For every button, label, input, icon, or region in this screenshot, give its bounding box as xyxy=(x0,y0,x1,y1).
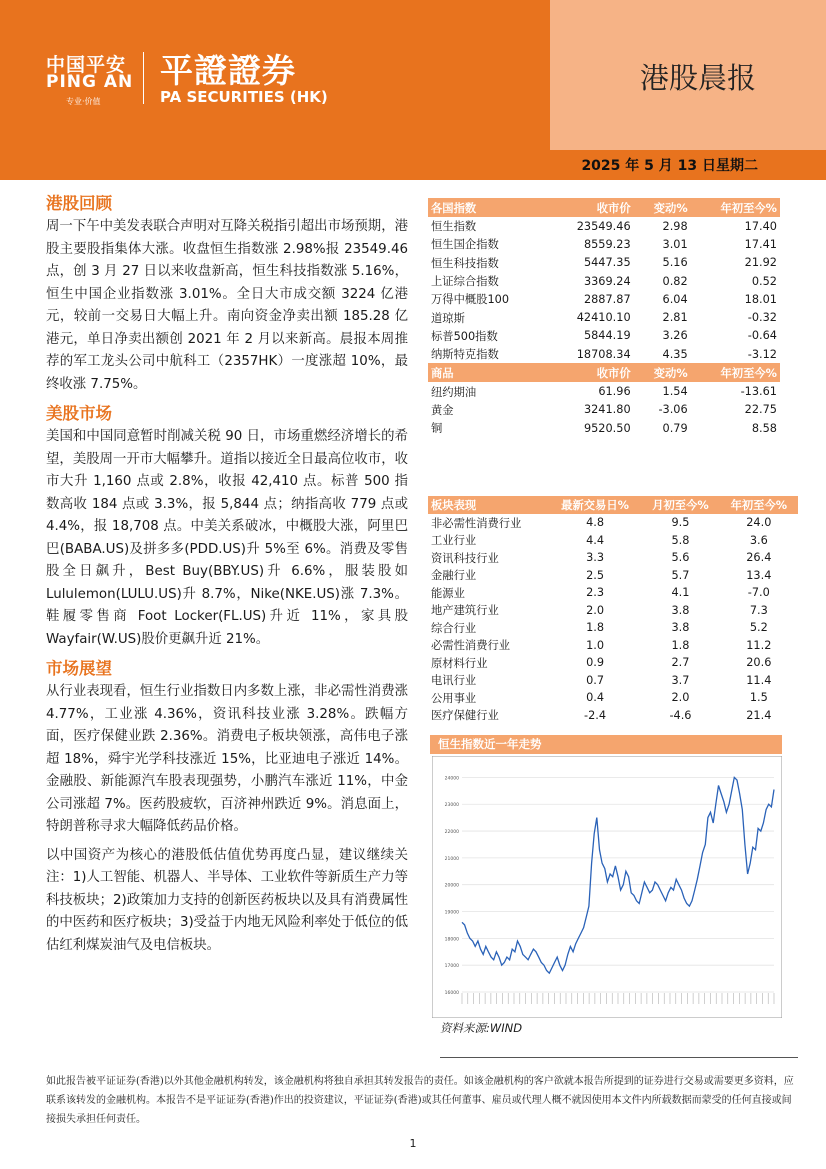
table-cell: -2.4 xyxy=(584,708,607,722)
table-cell: 0.9 xyxy=(586,656,605,670)
sector-row xyxy=(428,602,798,620)
table-cell: 24.0 xyxy=(746,516,772,530)
table-cell: 17.40 xyxy=(744,219,777,233)
pingan-logo-cn: 中国平安 xyxy=(46,54,127,76)
table-cell: 5447.35 xyxy=(583,256,631,270)
table-cell: 1.8 xyxy=(671,638,690,652)
table-cell: 42410.10 xyxy=(576,311,631,325)
table-cell: 5.7 xyxy=(671,568,690,582)
table-cell: 金融行业 xyxy=(431,569,477,583)
outlook-paragraph-1: 从行业表现看，恒生行业指数日内多数上涨，非必需性消费涨 4.77%，工业涨 4.36%，资讯科技业涨 3.28%。跌幅方面，医疗保健业跌 2.36%。消费电子板块领涨，高伟电子涨超 18%，舜宇光学科技涨近 15%，比亚迪电子涨近 14%。金融股、新能源汽车股表现强势，小鹏汽车涨近 11%，中金公司涨超 7%。医药股疲软，百济神州跌近 9%。消息面上，特朗普称寻求大幅降低药品价格。 xyxy=(46,684,408,834)
table-cell: 21.92 xyxy=(744,256,777,270)
index-row xyxy=(428,290,780,308)
brand-name-en: PA SECURITIES (HK) xyxy=(160,88,328,106)
table-cell: 2.98 xyxy=(662,219,688,233)
table-cell: 2887.87 xyxy=(583,292,631,306)
table-header-cell: 月初至今% xyxy=(641,496,719,514)
table-cell: 3.26 xyxy=(662,329,688,343)
page-number: 1 xyxy=(409,1137,417,1150)
table-cell: 2.0 xyxy=(586,603,605,617)
table-cell: 9.5 xyxy=(671,516,690,530)
sector-row xyxy=(428,567,798,585)
footer-rule xyxy=(440,1057,798,1058)
table-cell: 标普500指数 xyxy=(431,329,498,343)
table-cell: 1.54 xyxy=(662,385,688,399)
table-cell: 2.3 xyxy=(586,586,605,600)
chart-y-tick-label: 19000 xyxy=(444,910,459,916)
table-cell: 5844.19 xyxy=(583,329,631,343)
table-cell: 7.3 xyxy=(749,603,768,617)
table-cell: 3.01 xyxy=(662,237,688,251)
sector-row xyxy=(428,654,798,672)
table-cell: 铜 xyxy=(431,422,443,436)
table-cell: 26.4 xyxy=(746,551,772,565)
chart-y-tick-label: 23000 xyxy=(444,803,459,809)
table-cell: 公用事业 xyxy=(431,691,477,705)
table-cell: 必需性消费行业 xyxy=(431,639,511,653)
table-cell: 1.8 xyxy=(586,621,605,635)
hsi-chart-svg xyxy=(432,756,782,1018)
logo-divider xyxy=(143,52,144,104)
table-cell: -0.32 xyxy=(747,311,777,325)
table-cell: 医疗保健行业 xyxy=(431,709,499,723)
table-cell: 5.6 xyxy=(671,551,690,565)
table-cell: 2.81 xyxy=(662,311,688,325)
table-cell: 18.01 xyxy=(744,292,777,306)
table-cell: 上证综合指数 xyxy=(431,275,499,289)
table-header-cell: 年初至今% xyxy=(691,198,780,217)
table-cell: 道琼斯 xyxy=(431,311,465,325)
sector-table xyxy=(428,496,798,724)
outlook-paragraph-2: 以中国资产为核心的港股低估值优势再度凸显，建议继续关注：1)人工智能、机器人、半导体、工业软件等新质生产力等科技板块；2)政策加力支持的创新医药板块以及具有消费属性的中医药和医疗板块；3)受益于内地无风险利率处于低位的低估红利煤炭油气及电信板块。 xyxy=(46,847,408,953)
sector-row xyxy=(428,619,798,637)
table-cell: 17.41 xyxy=(744,237,777,251)
chart-y-tick-label: 24000 xyxy=(444,776,459,782)
commodities-header-row xyxy=(428,363,780,382)
table-header-cell: 最新交易日% xyxy=(549,496,642,514)
table-cell: 2.5 xyxy=(586,568,605,582)
disclaimer-text: 如此报告被平证证券(香港)以外其他金融机构转发，该金融机构将独自承担其转发报告的责任。如该金融机构的客户欲就本报告所提到的证券进行交易或需要更多资料，应联系该转发的金融机构。本报告不是平证证券(香港)作出的投资建议，平证证券(香港)或其任何董事、雇员或代理人概不就因使用本文件内所载数据而蒙受的任何直接或间接损失承担任何责任。 xyxy=(46,1076,794,1125)
commodity-row xyxy=(428,401,780,419)
table-cell: 能源业 xyxy=(431,586,465,600)
chart-y-tick-label: 20000 xyxy=(444,883,459,889)
table-cell: -0.64 xyxy=(747,329,777,343)
table-header-cell: 收市价 xyxy=(548,198,634,217)
us-market-paragraph: 美国和中国同意暂时削减关税 90 日，市场重燃经济增长的希望，美股周一开市大幅攀升。道指以接近全日最高位收市，收市大升 1,160 点或 2.8%，收报 42,410 点。标普 500 指数高收 184 点或 3.3%，报 5,844 点；纳指高收 779 点或 4.4%，报 18,708 点。中美关系破冰，中概股大涨，阿里巴巴(BABA.US)及拼多多(PDD.US)升 5%至 6%。消费及零售股全日飙升，Best Buy(BBY.US)升 6.6%，服装股如 Lululemon(LULU.US)升 8.7%，Nike(NKE.US)涨 7.3%。鞋履零售商 Foot Locker(FL.US)升近 11%，家具股 Wayfair(W.US)股价更飙升近 21%。 xyxy=(46,429,408,647)
table-cell: 20.6 xyxy=(746,656,772,670)
sector-row xyxy=(428,637,798,655)
table-cell: 61.96 xyxy=(598,385,631,399)
table-cell: 8.58 xyxy=(751,421,777,435)
index-row xyxy=(428,308,780,326)
sector-row xyxy=(428,707,798,725)
index-row xyxy=(428,327,780,345)
table-cell: 0.7 xyxy=(586,673,605,687)
commodity-row xyxy=(428,382,780,400)
table-cell: -4.6 xyxy=(669,708,692,722)
hsi-chart xyxy=(432,756,782,1018)
table-cell: 4.4 xyxy=(586,533,605,547)
table-cell: 1.5 xyxy=(749,691,768,705)
indices-table xyxy=(428,198,780,437)
table-cell: 13.4 xyxy=(746,568,772,582)
table-cell: 11.4 xyxy=(746,673,772,687)
table-header-cell: 各国指数 xyxy=(428,198,548,217)
table-cell: 4.35 xyxy=(662,347,688,361)
table-cell: 2.0 xyxy=(671,691,690,705)
table-cell: 5.8 xyxy=(671,533,690,547)
table-cell: 3.8 xyxy=(671,603,690,617)
table-header-cell: 商品 xyxy=(428,363,548,382)
hk-review-paragraph: 周一下午中美发表联合声明对互降关税指引超出市场预期，港股主要股指集体大涨。收盘恒生指数涨 2.98%报 23549.46 点，创 3 月 27 日以来收盘新高，恒生科技指数涨 5.16%，恒生中国企业指数涨 3.01%。全日大市成交额 3224 亿港元，较前一交易日大幅上升。南向资金净卖出额 185.28 亿港元，单日净卖出额创 2021 年 2 月以来新高。晨报本周推荐的军工龙头公司中航科工（2357HK）一度涨超 10%，最终收涨 7.75%。 xyxy=(46,219,408,392)
table-header-cell: 变动% xyxy=(634,363,691,382)
table-cell: 3369.24 xyxy=(583,274,631,288)
table-cell: 3.6 xyxy=(749,533,768,547)
table-cell: -13.61 xyxy=(740,385,777,399)
table-header-cell: 板块表现 xyxy=(428,496,549,514)
index-row xyxy=(428,217,780,235)
table-cell: 11.2 xyxy=(746,638,772,652)
table-cell: 3.8 xyxy=(671,621,690,635)
table-cell: -3.12 xyxy=(747,347,777,361)
section-title-outlook: 市场展望 xyxy=(46,659,112,678)
table-cell: 地产建筑行业 xyxy=(431,604,499,618)
table-cell: 6.04 xyxy=(662,292,688,306)
table-cell: 万得中概股100 xyxy=(431,293,510,307)
chart-y-tick-label: 16000 xyxy=(444,991,459,996)
table-cell: 9520.50 xyxy=(583,421,631,435)
table-cell: 22.75 xyxy=(744,403,777,417)
report-title: 港股晨报 xyxy=(639,61,756,95)
table-cell: 恒生指数 xyxy=(431,220,477,234)
table-cell: 恒生国企指数 xyxy=(431,238,499,252)
table-cell: 3.3 xyxy=(586,551,605,565)
chart-y-tick-label: 18000 xyxy=(444,937,459,943)
table-cell: 纳斯特克指数 xyxy=(431,348,499,362)
chart-y-tick-label: 17000 xyxy=(444,964,459,970)
sector-header-row xyxy=(428,496,798,514)
left-column xyxy=(46,192,408,957)
indices-header-row xyxy=(428,198,780,217)
table-cell: 电讯行业 xyxy=(431,674,477,688)
brand-name-cn: 平證證券 xyxy=(160,51,296,90)
table-header-cell: 年初至今% xyxy=(691,363,780,382)
section-title-hk-review: 港股回顾 xyxy=(46,194,112,213)
table-cell: 纽约期油 xyxy=(431,385,477,399)
sector-row xyxy=(428,532,798,550)
report-header xyxy=(0,0,826,180)
index-row xyxy=(428,254,780,272)
table-cell: 0.4 xyxy=(586,691,605,705)
table-cell: -3.06 xyxy=(658,403,688,417)
table-cell: -7.0 xyxy=(747,586,770,600)
table-cell: 4.8 xyxy=(586,516,605,530)
sector-row xyxy=(428,672,798,690)
table-cell: 2.7 xyxy=(671,656,690,670)
table-cell: 恒生科技指数 xyxy=(431,256,499,270)
table-cell: 18708.34 xyxy=(576,347,631,361)
index-row xyxy=(428,272,780,290)
table-cell: 0.82 xyxy=(662,274,688,288)
table-cell: 8559.23 xyxy=(583,237,631,251)
table-cell: 5.2 xyxy=(749,621,768,635)
pingan-logo-en: PING AN xyxy=(46,72,134,92)
index-row xyxy=(428,235,780,253)
index-row xyxy=(428,345,780,363)
table-cell: 5.16 xyxy=(662,256,688,270)
sector-row xyxy=(428,514,798,532)
table-cell: 资讯科技行业 xyxy=(431,551,499,565)
table-cell: 3.7 xyxy=(671,673,690,687)
table-cell: 0.52 xyxy=(751,274,777,288)
chart-y-tick-label: 22000 xyxy=(444,830,459,836)
table-header-cell: 收市价 xyxy=(548,363,634,382)
commodity-row xyxy=(428,419,780,437)
sector-row xyxy=(428,584,798,602)
table-header-cell: 年初至今% xyxy=(720,496,798,514)
sector-row xyxy=(428,689,798,707)
table-cell: 0.79 xyxy=(662,421,688,435)
chart-source: 资料来源:WIND xyxy=(440,1021,523,1035)
table-cell: 1.0 xyxy=(586,638,605,652)
pingan-logo-tagline: 专业·价值 xyxy=(66,97,101,106)
table-cell: 23549.46 xyxy=(576,219,631,233)
table-cell: 21.4 xyxy=(746,708,772,722)
chart-y-tick-label: 21000 xyxy=(444,856,459,862)
table-cell: 黄金 xyxy=(431,403,454,417)
table-cell: 综合行业 xyxy=(431,621,477,635)
table-cell: 工业行业 xyxy=(431,534,477,548)
table-cell: 4.1 xyxy=(671,586,690,600)
sector-row xyxy=(428,549,798,567)
chart-frame xyxy=(432,756,782,1018)
report-date: 2025 年 5 月 13 日星期二 xyxy=(581,158,758,174)
table-cell: 非必需性消费行业 xyxy=(431,516,522,530)
table-header-cell: 变动% xyxy=(634,198,691,217)
table-cell: 原材料行业 xyxy=(431,656,488,670)
chart-title: 恒生指数近一年走势 xyxy=(430,735,782,754)
section-title-us-market: 美股市场 xyxy=(46,404,112,423)
table-cell: 3241.80 xyxy=(583,403,631,417)
